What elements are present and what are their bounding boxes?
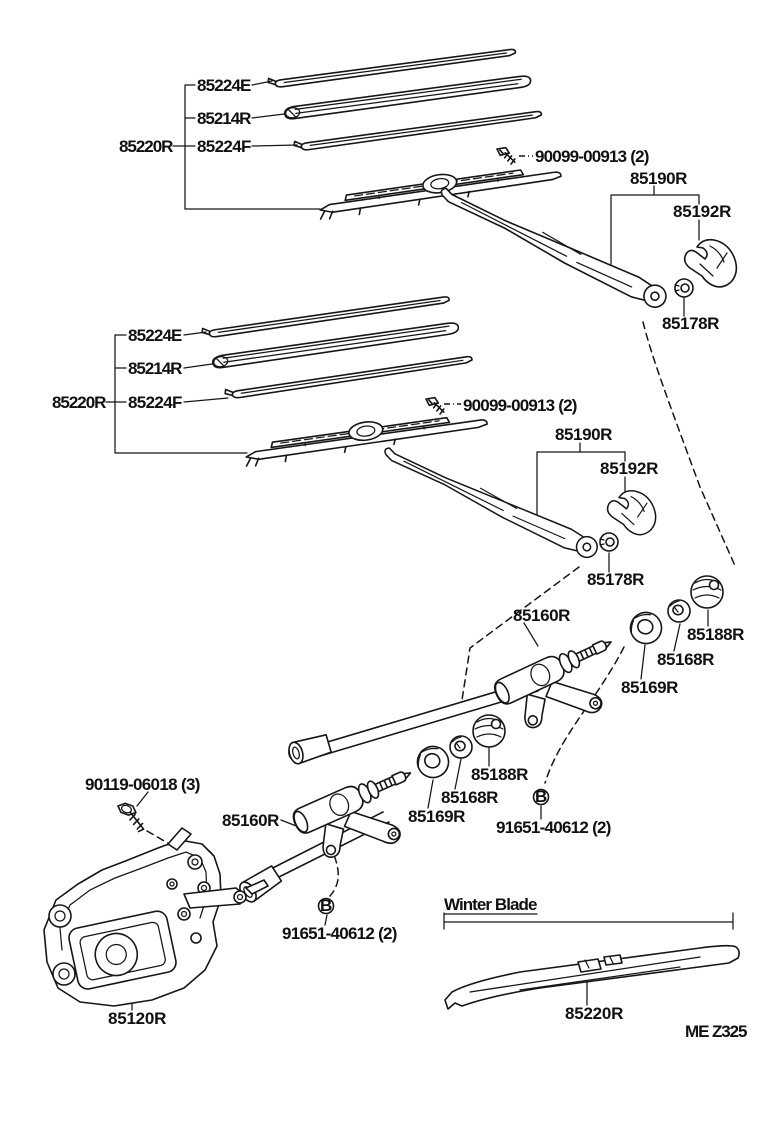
blade-insert-85224F-top bbox=[294, 109, 542, 151]
label-85220R-winter: 85220R bbox=[565, 1004, 623, 1023]
grommet-85178R-top bbox=[675, 279, 693, 297]
label-85169R-lower: 85169R bbox=[408, 807, 465, 826]
label-85188R-lower: 85188R bbox=[471, 765, 528, 784]
marker-b-glyph: B bbox=[535, 787, 547, 806]
label-85178R-top: 85178R bbox=[662, 314, 719, 333]
label-85160R-upper: 85160R bbox=[513, 606, 570, 625]
marker-b-glyph: B bbox=[320, 896, 332, 915]
label-90099-top: 90099-00913 (2) bbox=[535, 147, 649, 166]
wiper-blade-assembly-top bbox=[317, 157, 563, 220]
label-85192R-top: 85192R bbox=[673, 202, 731, 221]
cap-85188R-lower bbox=[473, 715, 505, 747]
label-85168R-lower: 85168R bbox=[441, 788, 498, 807]
label-85214R-mid: 85214R bbox=[128, 359, 182, 378]
label-85188R-upper: 85188R bbox=[687, 625, 744, 644]
nut-marker-b-right bbox=[534, 787, 549, 806]
label-85160R-lower: 85160R bbox=[222, 811, 279, 830]
label-85224F-mid: 85224F bbox=[128, 393, 182, 412]
nut-marker-b-left bbox=[319, 896, 334, 915]
label-85224E-mid: 85224E bbox=[128, 326, 182, 345]
label-85224F-top: 85224F bbox=[197, 137, 251, 156]
label-85220R-top: 85220R bbox=[119, 137, 173, 156]
label-85214R-top: 85214R bbox=[197, 109, 251, 128]
screw-icon-top bbox=[494, 145, 518, 165]
bushing-85168R-upper bbox=[668, 600, 690, 622]
wiper-arm-mid bbox=[380, 442, 600, 561]
screw-icon-mid bbox=[423, 395, 447, 415]
rod-clevis-upper bbox=[286, 733, 332, 766]
wiper-blade-assembly-mid bbox=[243, 405, 489, 467]
label-85178R-mid: 85178R bbox=[587, 570, 644, 589]
label-85190R-mid: 85190R bbox=[555, 425, 612, 444]
label-winter-blade: Winter Blade bbox=[444, 895, 537, 914]
wiper-motor-bracket-85120R bbox=[44, 828, 268, 1006]
label-85120R: 85120R bbox=[108, 1009, 166, 1028]
washer-85169R-upper bbox=[627, 609, 665, 647]
label-85220R-mid: 85220R bbox=[52, 393, 106, 412]
label-90099-mid: 90099-00913 (2) bbox=[463, 396, 577, 415]
pivot-cover-85192R-mid bbox=[608, 491, 656, 535]
pivot-cover-85192R-top bbox=[685, 240, 737, 287]
label-85192R-mid: 85192R bbox=[600, 459, 658, 478]
wiper-arm-top bbox=[436, 182, 669, 311]
bolt-icon-90119 bbox=[112, 801, 150, 833]
wiper-pivot-upper-85160R bbox=[491, 630, 635, 747]
label-85224E-top: 85224E bbox=[197, 76, 251, 95]
callout-bracket-arm-top bbox=[611, 186, 699, 264]
label-85169R-upper: 85169R bbox=[621, 678, 678, 697]
label-85168R-upper: 85168R bbox=[657, 650, 714, 669]
washer-85169R-lower bbox=[414, 743, 452, 781]
bushing-85168R-lower bbox=[450, 736, 472, 758]
cap-85188R-upper bbox=[691, 576, 723, 608]
label-85190R-top: 85190R bbox=[630, 169, 687, 188]
label-drawing-code: ME Z325 bbox=[685, 1022, 747, 1041]
label-91651-right: 91651-40612 (2) bbox=[496, 818, 611, 837]
grommet-85178R-mid bbox=[600, 533, 618, 551]
label-90119: 90119-06018 (3) bbox=[85, 775, 200, 794]
label-91651-left: 91651-40612 (2) bbox=[282, 924, 397, 943]
winter-blade-section bbox=[444, 913, 739, 1009]
